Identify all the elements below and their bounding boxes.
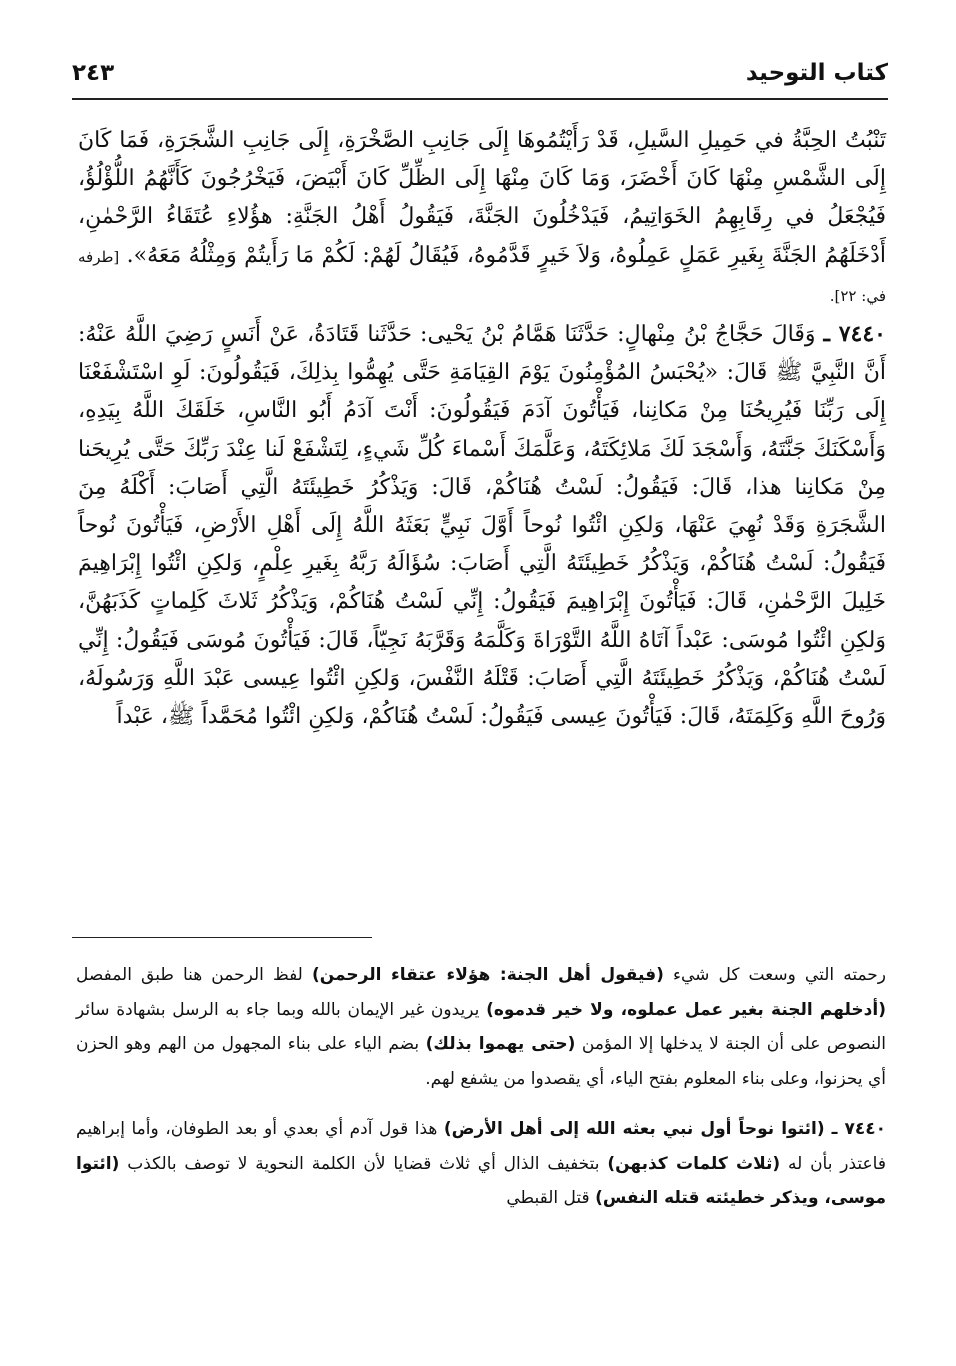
- commentary-text: رحمته التي وسعت كل شيء: [663, 965, 886, 985]
- hadith-number: ٧٤٤٠ ـ: [823, 321, 886, 348]
- commentary-quote: (ائتوا نوحاً أول نبي بعثه الله إلى أهل الأرض): [443, 1119, 832, 1139]
- commentary-text: قتل القبطي: [506, 1188, 596, 1208]
- commentary-quote: (أدخلهم الجنة بغير عمل عملوه، ولا خير قدموه): [486, 999, 886, 1020]
- commentary-text: لفظ الرحمن هنا طبق المفصل: [76, 965, 312, 985]
- commentary-text: هذا قول آدم أي بعدي أو بعد الطوفان، وأما إبراهيم فاعتذر بأن له: [76, 1119, 886, 1174]
- commentary-hadith-number: ٧٤٤٠ ـ: [831, 1119, 887, 1139]
- running-head: [72, 58, 888, 100]
- continuation-text: تَنْبُتُ الحِبَّةُ في حَمِيلِ السَّيلِ، قَدْ رَأَيْتُمُوهَا إِلَى جَانِبِ الصَّخْرَةِ، إِلَى جَانِبِ الشَّجَرَةِ، فَمَا كَانَ إِلَى الشَّمْسِ مِنْهَا كَانَ أَخْضَرَ، وَمَا كَانَ مِنْهَا إِلَى الظِّلِّ كَانَ أَبْيَضَ، فَيَخْرُجُونَ كَأَنَّهُمُ اللُّؤْلُؤُ، فَيُجْعَلُ في رِقَابِهِمُ الخَوَاتِيمُ، فَيَدْخُلُونَ الجَنَّةَ، فَيَقُولُ أَهْلُ الجَنَّةِ: هؤُلاءِ عُتَقَاءُ الرَّحْمٰنِ، أَدْخَلَهُمُ الجَنَّةَ بِغَيرِ عَمَلٍ عَمِلُوهُ، وَلاَ خَيرٍ قَدَّمُوهُ، فَيُقَالُ لَهُمْ: لَكُمْ مَا رَأَيتُمْ وَمِثْلُهُ مَعَهُ».: [78, 128, 886, 268]
- main-text: [78, 122, 886, 736]
- hadith-paragraph: [78, 315, 886, 736]
- commentary-quote: (ثلاث كلمات كذبهن): [607, 1153, 781, 1174]
- commentary-quote: (ائتوا موسى، ويذكر خطيئته قتله النفس): [76, 1153, 886, 1208]
- commentary-text: بتخفيف الذال أي ثلاث قضايا لأن الكلمة النحوية لا توصف بالكذب: [119, 1153, 608, 1174]
- commentary-text: يريدون غير الإيمان بالله وبما جاء به الرسل بشهادة سائر النصوص على أن الجنة لا يدخلها إلا المؤمن: [76, 999, 886, 1054]
- commentary-paragraph: [76, 958, 886, 1096]
- commentary-paragraph: [76, 1112, 886, 1216]
- cross-reference: [طرفه في: ٢٢].: [78, 247, 886, 305]
- commentary-quote: (فيقول أهل الجنة: هؤلاء عتقاء الرحمن): [311, 965, 664, 985]
- footnote-divider: [72, 937, 372, 938]
- book-title: كتاب التوحيد: [745, 60, 888, 86]
- hadith-text: وَقَالَ حَجَّاجُ بْنُ مِنْهالٍ: حَدَّثَنَا هَمَّامُ بْنُ يَحْيى: حَدَّثَنا قَتَادَةُ، عَنْ أَنَسٍ رَضِيَ اللَّهُ عَنْهُ: أَنَّ النَّبِيَّ ﷺ قَالَ: «يُحْبَسُ المُؤْمِنُونَ يَوْمَ القِيَامَةِ حَتَّى يُهِمُّوا بِذلِكَ، فَيَقُولُونَ: لَوِ اسْتَشْفَعْنَا إِلَى رَبِّنَا فَيُرِيحُنَا مِنْ مَكانِنا، فَيَأْتُونَ آدَمَ فَيَقُولُونَ: أَنْتَ آدَمُ أَبُو النَّاسِ، خَلَقَكَ اللَّهُ بِيَدِهِ، وَأَسْكَنَكَ جَنَّتَهُ، وَأَسْجَدَ لَكَ مَلائِكَتَهُ، وَعَلَّمَكَ أَسْماءَ كُلِّ شَيءٍ، لِتَشْفَعْ لَنا عِنْدَ رَبِّكَ حَتَّى يُرِيحَنا مِنْ مَكانِنا هذا، قَالَ: فَيَقُولُ: لَسْتُ هُنَاكُمْ، قَالَ: وَيَذْكُرُ خَطِيئَتَهُ الَّتِي أَصَابَ: أَكْلَهُ مِنَ الشَّجَرَةِ وَقَدْ نُهِيَ عَنْهَا، وَلكِنِ ائْتُوا نُوحاً أَوَّلَ نَبِيٍّ بَعَثَهُ اللَّهُ إِلَى أَهْلِ الأَرْضِ، فَيَأْتُونَ نُوحاً فَيَقُولُ: لَسْتُ هُنَاكُمْ، وَيَذْكُرُ خَطِيئَتَهُ الَّتِي أَصَابَ: سُؤَالَهُ رَبَّهُ بِغَيرِ عِلْمٍ، وَلكِنِ ائْتُوا إِبْرَاهِيمَ خَلِيلَ الرَّحْمٰنِ، قَالَ: فَيَأْتُونَ إِبْرَاهِيمَ فَيَقُولُ: إِنِّي لَسْتُ هُنَاكُمْ، وَيَذْكُرُ ثَلاثَ كَلِماتٍ كَذَبَهُنَّ، وَلكِنِ ائْتُوا مُوسَى: عَبْداً آتَاهُ اللَّهُ التَّوْرَاةَ وَكَلَّمَهُ وَقَرَّبَهُ نَجِيّاً، قَالَ: فَيَأْتُونَ مُوسَى فَيَقُولُ: إِنِّي لَسْتُ هُنَاكُمْ، وَيَذْكُرُ خَطِيئَتَهُ الَّتِي أَصَابَ: قَتْلَهُ النَّفْسَ، وَلكِنِ ائْتُوا عِيسى عَبْدَ اللَّهِ وَرَسُولَهُ، وَرُوحَ اللَّهِ وَكَلِمَتَهُ، قَالَ: فَيَأْتُونَ عِيسى فَيَقُولُ: لَسْتُ هُنَاكُمْ، وَلكِنِ ائْتُوا مُحَمَّداً ﷺ، عَبْداً: [78, 322, 887, 730]
- continuation-paragraph: [78, 122, 886, 315]
- commentary-quote: (حتى يهموا بذلك): [425, 1034, 576, 1054]
- commentary: [76, 958, 886, 1216]
- commentary-text: بضم الياء على بناء المجهول من الهم وهو الحزن أي يحزنوا، وعلى بناء المعلوم بفتح الياء، أي يقصدوا من يشفع لهم.: [76, 1034, 886, 1089]
- page-number: ٢٤٣: [72, 60, 115, 86]
